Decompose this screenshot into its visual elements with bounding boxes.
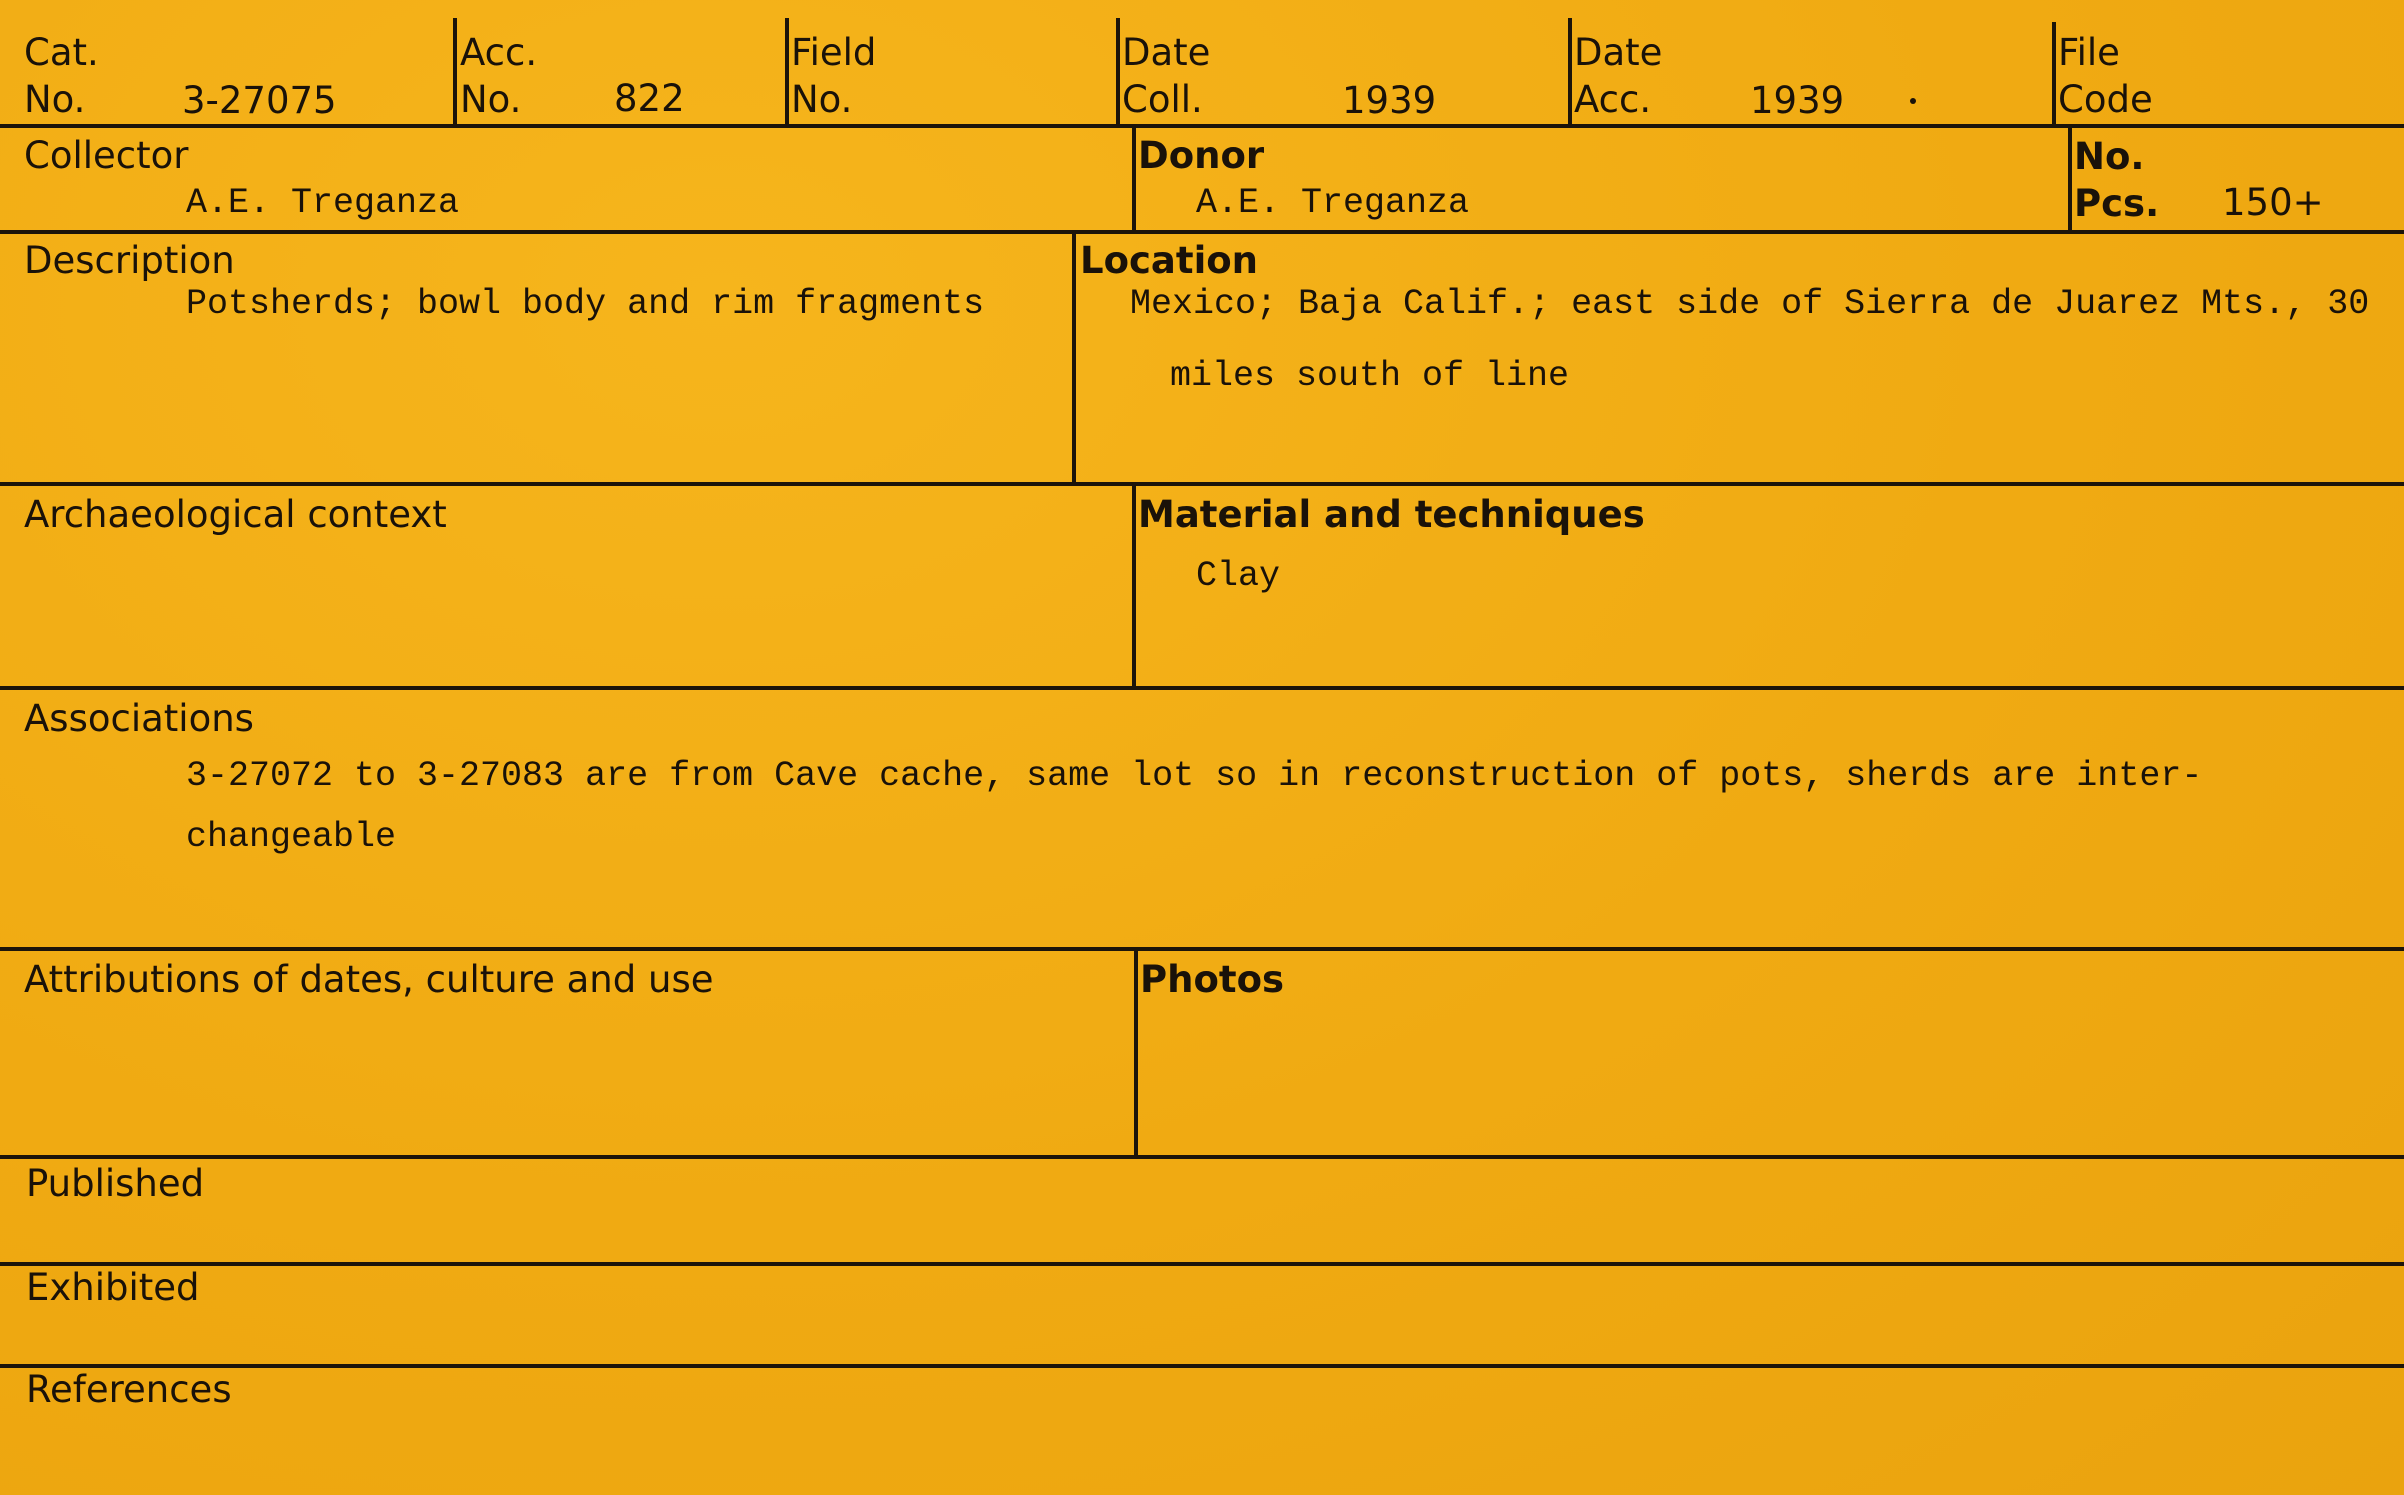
divider-acc-field — [785, 18, 789, 126]
references-label: References — [26, 1368, 232, 1411]
acc-label-line2: No. — [460, 78, 522, 121]
collector-label: Collector — [24, 134, 189, 177]
file-code-label-line2: Code — [2058, 78, 2153, 121]
material-value: Clay — [1196, 556, 1281, 596]
field-label-line2: No. — [791, 78, 853, 121]
file-code-label-line1: File — [2058, 31, 2120, 74]
date-acc-label-line2: Acc. — [1574, 78, 1652, 121]
divider-context-material — [1132, 484, 1136, 688]
published-label: Published — [26, 1162, 205, 1205]
cat-label-line1: Cat. — [24, 31, 99, 74]
rule-under-published — [0, 1262, 2404, 1266]
divider-cat-acc — [453, 18, 457, 126]
exhibited-label: Exhibited — [26, 1266, 200, 1309]
rule-under-context — [0, 686, 2404, 690]
associations-value-line1: 3-27072 to 3-27083 are from Cave cache, same lot so in reconstruction of pots, sherds are inter- — [186, 756, 2203, 796]
date-coll-label-line2: Coll. — [1122, 78, 1203, 121]
acc-label-line1: Acc. — [460, 31, 538, 74]
divider-collector-donor — [1132, 126, 1136, 232]
description-value: Potsherds; bowl body and rim fragments — [186, 284, 985, 324]
ink-dot — [1910, 98, 1916, 104]
date-acc-label-line1: Date — [1574, 31, 1663, 74]
attributions-label: Attributions of dates, culture and use — [24, 958, 714, 1001]
date-acc-value: 1939 — [1750, 79, 1845, 122]
rule-under-exhibited — [0, 1364, 2404, 1368]
photos-label: Photos — [1140, 958, 1285, 1001]
associations-value-line2: changeable — [186, 817, 397, 857]
pcs-label-line2: Pcs. — [2074, 182, 2160, 225]
location-value-line2: miles south of line — [1170, 356, 1570, 396]
date-coll-value: 1939 — [1342, 79, 1437, 122]
donor-label: Donor — [1138, 134, 1265, 177]
divider-dateacc-filecode — [2052, 22, 2056, 126]
divider-description-location — [1072, 232, 1076, 484]
location-value-line1: Mexico; Baja Calif.; east side of Sierra de Juarez Mts., 30 — [1130, 284, 2370, 324]
field-label-line1: Field — [791, 31, 877, 74]
material-label: Material and techniques — [1138, 493, 1645, 536]
rule-under-description — [0, 482, 2404, 486]
divider-field-datecoll — [1116, 18, 1120, 126]
location-label: Location — [1080, 239, 1259, 282]
arch-context-label: Archaeological context — [24, 493, 447, 536]
divider-attributions-photos — [1134, 949, 1138, 1157]
cat-no-value: 3-27075 — [182, 79, 337, 122]
rule-under-header — [0, 124, 2404, 128]
associations-label: Associations — [24, 697, 254, 740]
pcs-label-line1: No. — [2074, 135, 2145, 178]
description-label: Description — [24, 239, 235, 282]
rule-under-associations — [0, 947, 2404, 951]
cat-label-line2: No. — [24, 78, 86, 121]
rule-under-collector — [0, 230, 2404, 234]
date-coll-label-line1: Date — [1122, 31, 1211, 74]
divider-donor-pcs — [2068, 126, 2072, 232]
pcs-value: 150+ — [2222, 181, 2324, 224]
collector-value: A.E. Treganza — [186, 183, 460, 223]
acc-no-value: 822 — [614, 77, 685, 120]
donor-value: A.E. Treganza — [1196, 183, 1470, 223]
divider-datecoll-dateacc — [1568, 18, 1572, 126]
rule-under-attributions — [0, 1155, 2404, 1159]
